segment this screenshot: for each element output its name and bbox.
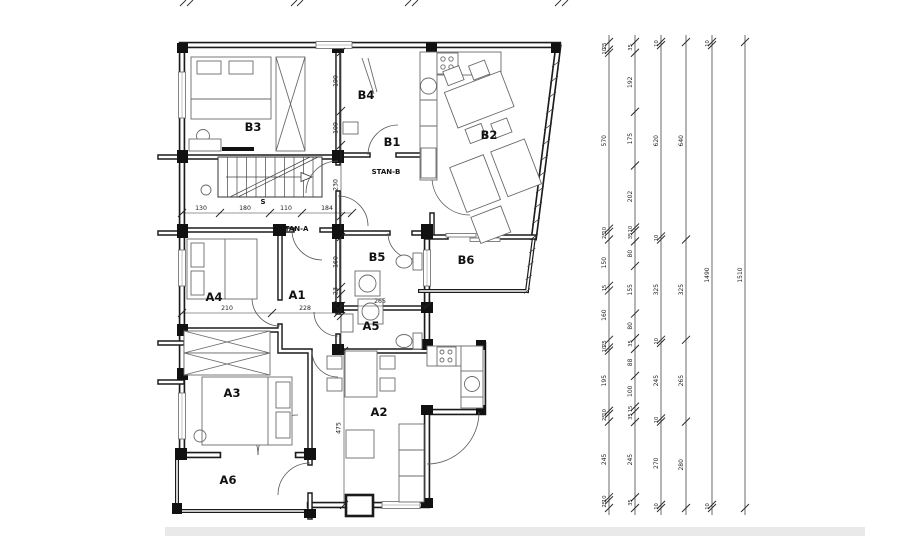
dim-value: 150 [601, 256, 608, 269]
dim-value: 10 [602, 345, 608, 353]
dim-value: 10 [628, 225, 634, 233]
bottom-gray-bar [165, 527, 865, 536]
sofa [450, 155, 501, 213]
room-label-a2: A2 [370, 405, 388, 419]
dim-value: 10 [654, 503, 660, 510]
window-top [316, 42, 352, 49]
unit-label: STAN-A [279, 225, 309, 233]
room-label-a4: A4 [205, 290, 223, 304]
room-label-b6: B6 [457, 253, 475, 267]
furniture-closet [184, 331, 270, 375]
dim-value: 10 [705, 503, 711, 510]
entry-step [346, 495, 373, 516]
chair [380, 378, 395, 391]
room-label-a6: A6 [219, 473, 237, 487]
shelf [222, 147, 254, 151]
dim-value: 202 [627, 190, 634, 203]
window-a3-left [179, 393, 186, 439]
door-stan-b [338, 196, 368, 226]
dim-chain [653, 35, 665, 515]
dim-value: 325 [653, 283, 660, 296]
chair [327, 356, 342, 369]
room-label-a1: A1 [288, 288, 306, 302]
dim-chain [737, 35, 749, 515]
chair [327, 378, 342, 391]
plan-dim: 109 [332, 122, 340, 134]
plan-dim: 180 [239, 205, 251, 212]
unit-label: STAN-B [371, 168, 401, 176]
dim-value: 10 [705, 40, 711, 47]
pillow [229, 61, 253, 74]
pillow [276, 382, 290, 408]
pillow [191, 271, 204, 295]
top-cropped-ticks [180, 0, 568, 6]
dim-value: 245 [627, 453, 634, 466]
room-label-b3: B3 [244, 120, 262, 134]
dim-value: 15 [602, 284, 608, 292]
dim-value: 80 [627, 322, 634, 330]
sofa [491, 139, 542, 197]
dim-value: 1490 [704, 267, 711, 283]
room-label-b1: B1 [383, 135, 401, 149]
door-entry-notch [427, 412, 479, 464]
plan-dim: 228 [299, 305, 311, 312]
top-tick [291, 0, 297, 6]
unit-label: S [260, 198, 266, 206]
dim-value: 155 [627, 284, 634, 296]
dim-value: 25 [602, 340, 608, 347]
dim-value: 35 [628, 413, 634, 420]
plan-dim: 184 [321, 205, 333, 212]
plan-dim: 160 [332, 256, 340, 268]
top-tick [180, 0, 186, 6]
window-a4-left [179, 250, 186, 286]
dim-value: 245 [653, 374, 660, 387]
dim-value: 10 [602, 47, 608, 55]
sofa [399, 424, 424, 502]
dim-value: 640 [678, 135, 685, 147]
door-a4 [252, 298, 280, 326]
chair [380, 356, 395, 369]
dim-value: 325 [678, 283, 685, 296]
plan-dim: 130 [195, 205, 207, 212]
plan-dim: 210 [221, 305, 233, 312]
dim-value: 10 [654, 234, 660, 242]
coffee-table [346, 430, 374, 458]
dim-chain [678, 35, 690, 515]
stove [437, 347, 456, 366]
dim-value: 10 [602, 409, 608, 416]
dim-value: 35 [628, 499, 634, 506]
toilet-tank [413, 333, 422, 349]
top-tick [412, 0, 418, 6]
dim-value: 175 [627, 132, 634, 145]
dim-value: 10 [602, 226, 608, 234]
cabinet [421, 148, 436, 178]
dim-value: 10 [654, 40, 660, 47]
furniture-kitchen-a [427, 346, 483, 408]
dim-value: 265 [678, 374, 685, 387]
dim-value: 35 [628, 232, 634, 240]
pillow [276, 412, 290, 438]
dim-value: 25 [602, 232, 608, 239]
dim-value: 80 [627, 249, 634, 258]
top-tick [405, 0, 411, 6]
dim-value: 160 [601, 309, 608, 321]
plan-dim: 230 [332, 179, 340, 191]
room-label-b5: B5 [368, 250, 386, 264]
dim-value: 100 [627, 385, 634, 397]
dim-value: 35 [628, 44, 634, 51]
plan-dim: 475 [335, 422, 343, 434]
top-tick [562, 0, 568, 6]
toilet-bowl [396, 255, 412, 268]
dim-value: 25 [602, 414, 608, 422]
top-tick [555, 0, 561, 6]
door-a5 [314, 312, 338, 336]
plan-dim: 70 [332, 301, 340, 309]
plan-dim: 23 [332, 287, 340, 295]
stair-start-post [201, 185, 211, 195]
dim-chain [601, 35, 613, 515]
dim-value: 570 [601, 135, 608, 147]
window-a2-bottom [382, 502, 420, 509]
door-stan-a [292, 230, 322, 260]
sink-b4 [343, 122, 358, 134]
staircase [201, 157, 322, 197]
plan-dim: 110 [280, 205, 292, 212]
window-b3-left [179, 72, 186, 118]
toilet-bowl [396, 335, 412, 348]
furniture-b5 [355, 253, 422, 296]
plan-dim: 265 [374, 298, 386, 305]
window-b6-left [424, 250, 431, 286]
plan-dim: 190 [332, 75, 340, 87]
dim-value: 10 [654, 416, 660, 424]
dim-value: 192 [627, 76, 634, 88]
dim-value: 25 [602, 500, 608, 508]
dimension-chains [601, 35, 749, 515]
dim-value: 10 [602, 495, 608, 503]
pillow [191, 243, 204, 267]
pillow [197, 61, 221, 74]
dim-value: 10 [654, 338, 660, 345]
dim-value: 25 [602, 42, 608, 50]
desk [189, 139, 221, 151]
dim-value: 245 [601, 453, 608, 466]
furniture-a3 [194, 377, 292, 445]
room-label-b4: B4 [357, 88, 375, 102]
top-tick [187, 0, 193, 6]
door-a6-a2 [278, 463, 310, 495]
dim-value: 195 [601, 374, 608, 387]
top-tick [297, 0, 303, 6]
room-label-b2: B2 [480, 128, 498, 142]
dim-chain [627, 35, 639, 515]
dim-value: 280 [678, 459, 685, 471]
dim-value: 88 [627, 358, 634, 367]
toilet-tank [413, 253, 422, 270]
dim-value: 35 [628, 340, 634, 347]
room-label-a3: A3 [223, 386, 241, 400]
dim-value: 15 [628, 405, 634, 413]
furniture-b3 [189, 57, 305, 151]
dim-value: 1510 [737, 267, 744, 283]
sink-cabinet [341, 314, 353, 332]
dim-value: 620 [653, 135, 660, 147]
dim-value: 270 [653, 457, 660, 469]
dim-chain [704, 35, 716, 515]
room-label-a5: A5 [362, 319, 380, 333]
dining-table-a2 [345, 351, 377, 397]
